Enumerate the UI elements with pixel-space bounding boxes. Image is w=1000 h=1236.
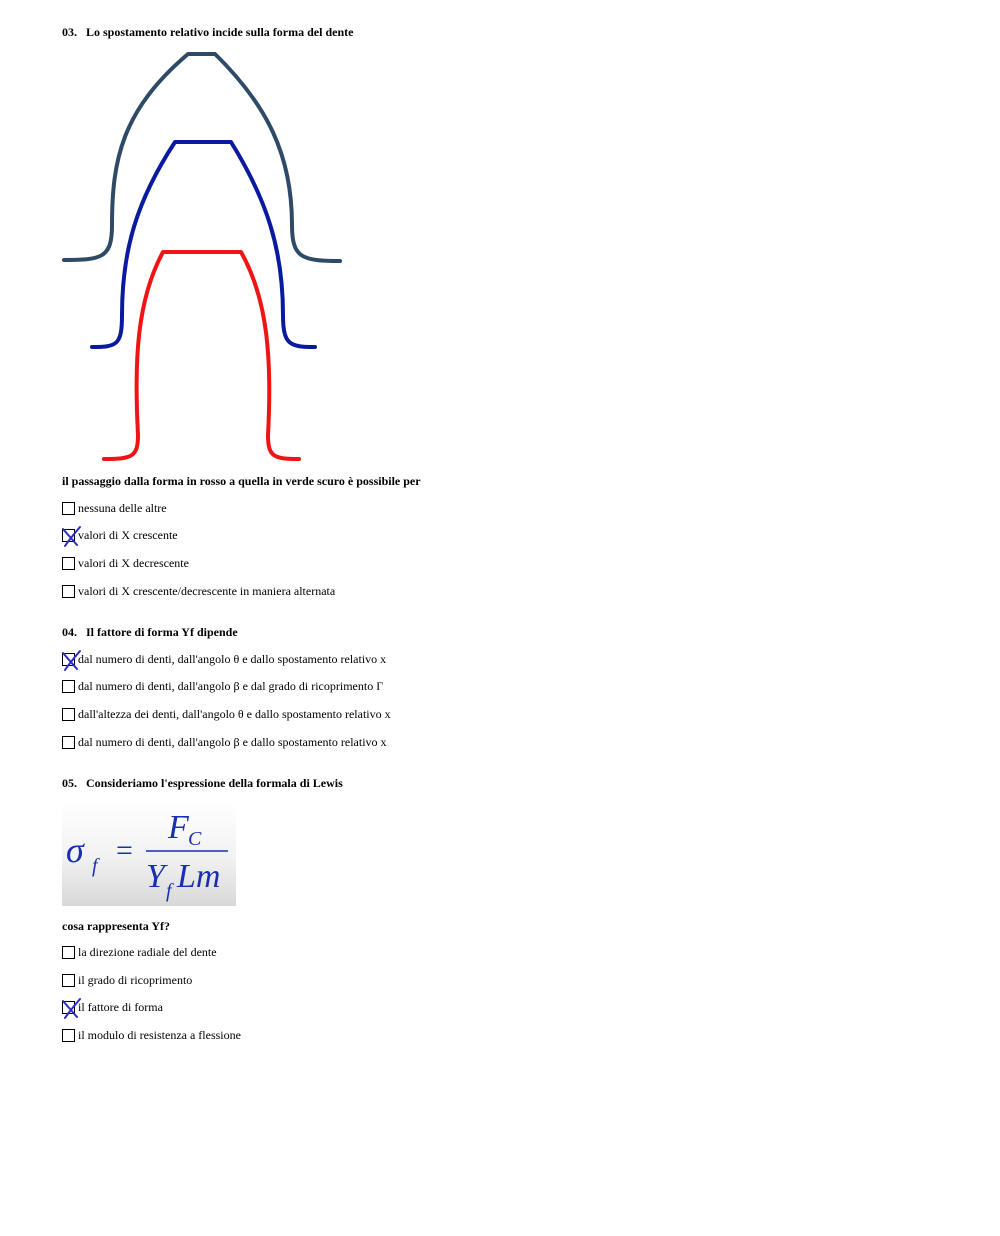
- formula-numerator: F: [168, 809, 189, 846]
- answer-checkbox[interactable]: [62, 653, 75, 666]
- answer-option[interactable]: [62, 678, 383, 694]
- question-03-prompt: il passaggio dalla forma in rosso a quella in verde scuro è possibile per: [62, 474, 421, 488]
- answer-label: dal numero di denti, dall'angolo θ e dallo spostamento relativo x: [78, 651, 387, 666]
- answer-option[interactable]: [62, 527, 178, 543]
- lewis-formula: [62, 802, 236, 906]
- check-stroke: [63, 651, 80, 670]
- answer-checkbox[interactable]: [62, 974, 75, 987]
- formula-numerator-subscript: C: [188, 828, 202, 850]
- answer-checkbox[interactable]: [62, 946, 75, 959]
- answer-option[interactable]: [62, 999, 163, 1015]
- answer-option[interactable]: [62, 500, 167, 516]
- answer-checkbox[interactable]: [62, 585, 75, 598]
- checked-mark-icon: [60, 524, 84, 548]
- answer-option[interactable]: [62, 706, 391, 722]
- answer-label: la direzione radiale del dente: [78, 944, 217, 959]
- answer-label: nessuna delle altre: [78, 500, 167, 515]
- answer-checkbox[interactable]: [62, 1001, 75, 1014]
- answer-label: valori di X crescente: [78, 527, 178, 542]
- answer-option[interactable]: [62, 651, 386, 667]
- answer-label: dal numero di denti, dall'angolo β e dal grado di ricoprimento Γ: [78, 678, 384, 693]
- answer-option[interactable]: [62, 972, 192, 988]
- check-stroke: [63, 999, 80, 1018]
- formula-sigma-subscript: f: [92, 855, 98, 877]
- lewis-formula-image: [62, 802, 236, 906]
- answer-label: dal numero di denti, dall'angolo β e dallo spostamento relativo x: [78, 734, 387, 749]
- answer-option[interactable]: [62, 555, 189, 571]
- answer-label: il modulo di resistenza a flessione: [78, 1027, 241, 1042]
- checked-mark-icon: [60, 996, 84, 1020]
- answer-label: dall'altezza dei denti, dall'angolo θ e dallo spostamento relativo x: [78, 706, 391, 721]
- answer-checkbox[interactable]: [62, 1029, 75, 1042]
- answer-label: valori di X decrescente: [78, 555, 189, 570]
- formula-denominator-y: Y: [146, 858, 165, 895]
- question-05-title: [62, 776, 343, 791]
- answer-checkbox[interactable]: [62, 680, 75, 693]
- question-number: 04.: [62, 625, 77, 639]
- question-title-text: Consideriamo l'espressione della formala di Lewis: [86, 776, 343, 790]
- answer-label: il fattore di forma: [78, 999, 163, 1014]
- question-04-title: [62, 625, 238, 640]
- middle-tooth-profile: [92, 142, 315, 347]
- answer-option[interactable]: [62, 1027, 241, 1043]
- tooth-profiles-diagram: [62, 50, 362, 470]
- answer-label: il grado di ricoprimento: [78, 972, 193, 987]
- outer-tooth-profile: [64, 54, 340, 261]
- question-03-title: [62, 25, 353, 40]
- answer-label: valori di X crescente/decrescente in maniera alternata: [78, 583, 336, 598]
- check-stroke: [63, 527, 80, 546]
- answer-option[interactable]: [62, 944, 217, 960]
- answer-option[interactable]: [62, 734, 387, 750]
- answer-checkbox[interactable]: [62, 736, 75, 749]
- formula-sigma: σ: [66, 830, 84, 870]
- question-number: 05.: [62, 776, 77, 790]
- formula-denominator-subscript: f: [166, 880, 172, 902]
- formula-denominator-rest: Lm: [177, 858, 221, 895]
- checked-mark-icon: [60, 648, 84, 672]
- question-number: 03.: [62, 25, 77, 39]
- answer-checkbox[interactable]: [62, 708, 75, 721]
- answer-checkbox[interactable]: [62, 557, 75, 570]
- formula-equals: =: [116, 834, 133, 867]
- answer-checkbox[interactable]: [62, 502, 75, 515]
- question-05-prompt: cosa rappresenta Yf?: [62, 919, 170, 933]
- answer-checkbox[interactable]: [62, 529, 75, 542]
- question-title-text: Lo spostamento relativo incide sulla forma del dente: [86, 25, 354, 39]
- question-title-text: Il fattore di forma Yf dipende: [86, 625, 238, 639]
- inner-tooth-profile: [104, 252, 299, 459]
- answer-option[interactable]: [62, 583, 335, 599]
